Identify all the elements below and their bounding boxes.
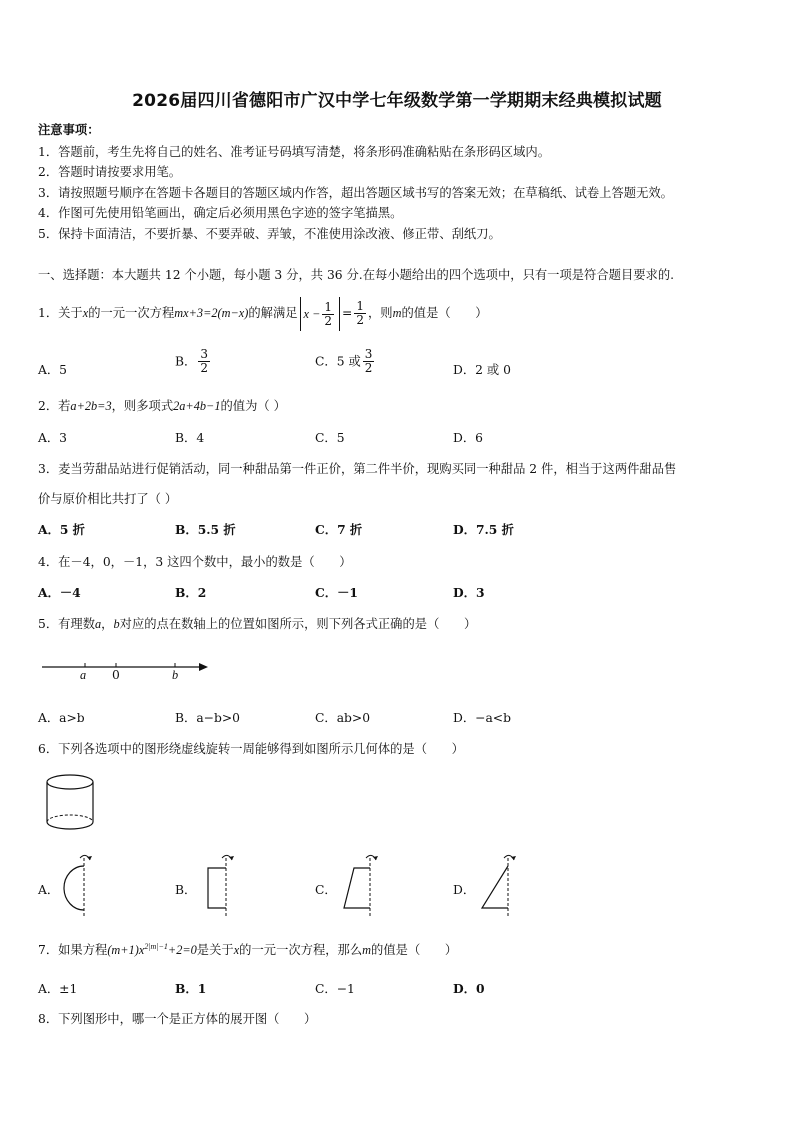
q4-option-b[interactable]: B．2 — [175, 585, 207, 600]
q2-option-d[interactable]: D．6 — [453, 431, 483, 445]
q2-option-a[interactable]: A．3 — [38, 431, 68, 445]
q1-text-2: 的一元一次方程 — [88, 306, 175, 320]
q6-option-b-figure — [198, 852, 240, 918]
notice-heading: 注意事项： — [38, 122, 100, 137]
notice-item-3: 3．请按照题号顺序在答题卡各题目的答题区域内作答，超出答题区域书写的答案无效；在草稿纸、试卷上答题无效。 — [38, 186, 673, 200]
q3-option-a[interactable]: A．5 折 — [38, 522, 85, 537]
q1-rhs-frac — [354, 300, 366, 327]
q5-text: 5．有理数 — [38, 617, 96, 631]
q6-option-d-figure — [476, 852, 518, 918]
axis-label-zero: 0 — [112, 668, 120, 682]
number-line-arrow-icon — [199, 663, 208, 671]
q7-exponent: 2|m|−1 — [144, 941, 168, 951]
q1-option-c-den: 2 — [364, 361, 373, 375]
q1-text-5: 的值是（ ） — [401, 306, 488, 320]
q1-text: 1．关于 — [38, 306, 83, 320]
q5-sep: ， — [101, 617, 114, 631]
q5-option-c[interactable]: C．ab>0 — [315, 711, 371, 725]
q2-text-3: 的值为（ ） — [220, 399, 286, 413]
q2-text: 2．若 — [38, 399, 71, 413]
q1-rhs-den: 2 — [356, 313, 364, 327]
q1-var-x: x — [82, 306, 89, 320]
q6-option-b[interactable]: B． — [175, 883, 197, 897]
q1-frac-den: 2 — [324, 313, 333, 328]
q3-option-b[interactable]: B．5.5 折 — [175, 522, 236, 537]
q7-option-b[interactable]: B．1 — [175, 981, 207, 996]
q5-option-d[interactable]: D．−a<b — [453, 711, 511, 725]
q1-frac — [322, 301, 334, 328]
number-line-figure — [40, 658, 210, 684]
q4-option-a[interactable]: A．－4 — [38, 585, 81, 600]
q1-option-c-label: C．5 或 — [315, 354, 361, 369]
page-title: 2026届四川省德阳市广汉中学七年级数学第一学期期末经典模拟试题 — [132, 91, 662, 111]
question-5 — [38, 614, 476, 632]
q4-option-c[interactable]: C．－1 — [315, 585, 358, 600]
q1-option-b-den: 2 — [200, 361, 208, 375]
q5-var-a: a — [95, 617, 102, 631]
q7-text: 7．如果方程 — [38, 943, 108, 957]
q7-text-4: 的值是（ ） — [371, 943, 458, 957]
q7-var-x: x — [138, 943, 145, 957]
q1-option-b-label: B． — [175, 354, 197, 369]
question-6: 6．下列各选项中的图形绕虚线旋转一周能够得到如图所示几何体的是（ ） — [38, 742, 464, 756]
q3-option-c[interactable]: C．7 折 — [315, 522, 363, 537]
q2-option-b[interactable]: B．4 — [175, 431, 205, 445]
q7-text-3: 的一元一次方程，那么 — [239, 943, 363, 957]
q7-option-c[interactable]: C．−1 — [315, 982, 355, 996]
q7-var-x-2: x — [233, 943, 240, 957]
q6-option-c-figure — [336, 852, 378, 918]
q1-rhs-num: 1 — [356, 299, 364, 313]
q1-var-m: m — [392, 306, 402, 320]
q1-option-c[interactable] — [315, 348, 376, 375]
q2-equation: a+2b=3 — [70, 399, 112, 413]
q1-option-b-frac — [198, 348, 210, 375]
q2-option-c[interactable]: C．5 — [315, 431, 345, 445]
question-1 — [38, 296, 488, 331]
q7-text-2: 是关于 — [196, 943, 234, 957]
q7-option-a[interactable]: A．±1 — [38, 982, 78, 996]
question-3-line-2: 价与原价相比共打了（ ） — [38, 492, 178, 506]
cylinder-figure — [42, 772, 100, 834]
question-7 — [38, 940, 457, 958]
q1-equation: mx+3=2(m−x) — [174, 306, 249, 320]
q4-option-d[interactable]: D．3 — [453, 585, 485, 600]
q7-var-m: m — [362, 943, 372, 957]
q1-text-4: ，则 — [367, 306, 393, 320]
notice-item-2: 2．答题时请按要求用笔。 — [38, 165, 182, 179]
axis-label-b: b — [172, 668, 179, 682]
q1-text-3: 的解满足 — [248, 306, 298, 320]
q1-abs-expr: x − — [303, 306, 321, 321]
question-2 — [38, 396, 286, 414]
q6-option-c[interactable]: C． — [315, 883, 337, 897]
q5-var-b: b — [113, 617, 120, 631]
axis-label-a: a — [80, 668, 87, 682]
q2-expression: 2a+4b−1 — [173, 399, 221, 413]
q7-eq-coefficient: (m+1) — [107, 943, 139, 957]
section-heading: 一、选择题：本大题共 12 个小题，每小题 3 分，共 36 分.在每小题给出的四个选项中，只有一项是符合题目要求的. — [38, 268, 675, 282]
q6-option-d[interactable]: D． — [453, 883, 476, 897]
question-3-line-1: 3．麦当劳甜品站进行促销活动，同一种甜品第一件正价，第二件半价，现购买同一种甜品 2 件，相当于这两件甜品售 — [38, 462, 677, 476]
q3-option-d[interactable]: D．7.5 折 — [453, 522, 514, 537]
q1-option-b-num: 3 — [200, 347, 208, 361]
q1-option-c-frac — [363, 348, 375, 375]
q1-equals: = — [342, 306, 353, 320]
q1-absolute-value — [300, 297, 340, 331]
q5-text-2: 对应的点在数轴上的位置如图所示，则下列各式正确的是（ ） — [119, 617, 477, 631]
q5-option-a[interactable]: A．a>b — [38, 711, 85, 725]
q1-option-c-num: 3 — [364, 347, 373, 361]
question-8: 8．下列图形中，哪一个是正方体的展开图（ ） — [38, 1012, 317, 1026]
q1-option-d[interactable]: D．2 或 0 — [453, 363, 511, 377]
q2-text-2: ，则多项式 — [111, 399, 174, 413]
notice-item-1: 1．答题前，考生先将自己的姓名、准考证号码填写清楚，将条形码准确粘贴在条形码区域内。 — [38, 145, 550, 159]
q7-eq-rest: +2=0 — [167, 943, 197, 957]
question-4: 4．在－4，0，－1，3 这四个数中，最小的数是（ ） — [38, 555, 352, 569]
notice-item-5: 5．保持卡面清洁，不要折暴、不要弄破、弄皱，不准使用涂改液、修正带、刮纸刀。 — [38, 227, 501, 241]
q1-option-b[interactable] — [175, 348, 212, 375]
q6-option-a[interactable]: A． — [38, 883, 60, 897]
q1-option-a[interactable]: A．5 — [38, 363, 68, 377]
q6-option-a-figure — [56, 852, 98, 918]
q5-option-b[interactable]: B．a−b>0 — [175, 711, 240, 725]
q7-option-d[interactable]: D．0 — [453, 981, 485, 996]
q1-frac-num: 1 — [324, 299, 333, 314]
notice-item-4: 4．作图可先使用铅笔画出，确定后必须用黑色字迹的签字笔描黑。 — [38, 206, 403, 220]
